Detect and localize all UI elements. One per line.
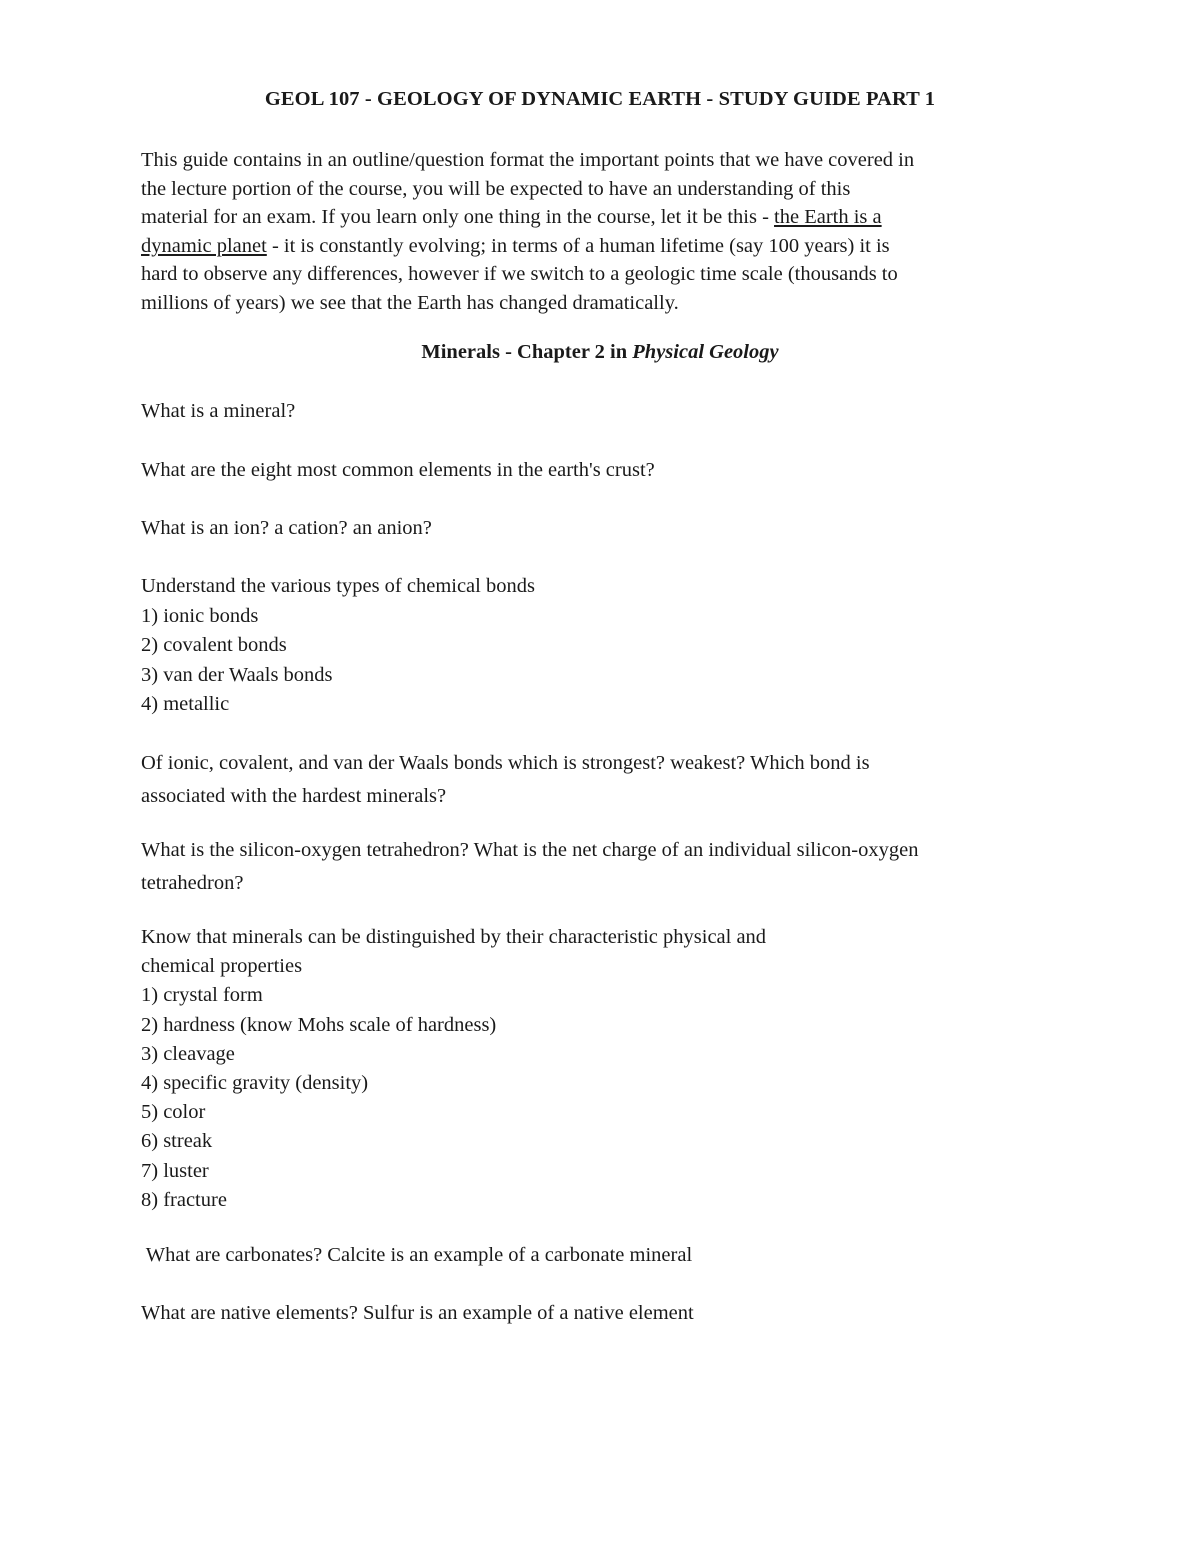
intro-text: - it is constantly evolving; in terms of a human lifetime (say 100 years) it is: [266, 234, 890, 257]
question-tetrahedron: [141, 834, 1061, 900]
bonds-list: [141, 572, 1061, 720]
properties-intro: chemical properties: [141, 955, 303, 978]
list-item: 1) ionic bonds: [141, 604, 259, 627]
question-mineral: What is a mineral?: [141, 400, 296, 422]
list-item: 3) van der Waals bonds: [141, 663, 333, 686]
question-line: associated with the hardest minerals?: [141, 785, 447, 807]
underlined-phrase: dynamic planet: [141, 234, 267, 257]
list-item: 4) specific gravity (density): [141, 1072, 369, 1095]
question-line: Of ionic, covalent, and van der Waals bonds which is strongest? weakest? Which bond is: [141, 752, 870, 774]
intro-line: hard to observe any differences, however if we switch to a geologic time scale (thousands to: [141, 263, 898, 285]
question-line: tetrahedron?: [141, 872, 244, 894]
list-item: 6) streak: [141, 1130, 213, 1153]
list-item: 5) color: [141, 1101, 206, 1124]
question-carbonates: What are carbonates? Calcite is an example of a carbonate mineral: [141, 1244, 693, 1266]
question-elements: What are the eight most common elements in the earth's crust?: [141, 459, 655, 481]
question-line: What is the silicon-oxygen tetrahedron? What is the net charge of an individual silicon-oxygen: [141, 839, 919, 861]
question-ion: What is an ion? a cation? an anion?: [141, 517, 432, 539]
list-item: 8) fracture: [141, 1188, 227, 1211]
question-bond-strength: [141, 747, 1061, 813]
intro-text: material for an exam. If you learn only one thing in the course, let it be this -: [141, 206, 775, 228]
list-item: 1) crystal form: [141, 984, 263, 1007]
list-item: 4) metallic: [141, 693, 230, 715]
list-item: 3) cleavage: [141, 1042, 235, 1065]
intro-line: millions of years) we see that the Earth has changed dramatically.: [141, 291, 679, 314]
document-title: GEOL 107 - GEOLOGY OF DYNAMIC EARTH - STUDY GUIDE PART 1: [264, 88, 936, 110]
intro-line: [141, 203, 1041, 232]
list-item: 2) covalent bonds: [141, 634, 287, 656]
section-heading-text: Minerals - Chapter 2 in: [421, 341, 633, 363]
intro-line: [141, 232, 1041, 261]
properties-intro: Know that minerals can be distinguished by their characteristic physical and: [141, 926, 767, 948]
properties-list: [141, 923, 1061, 1215]
underlined-phrase: the Earth is a: [774, 206, 882, 228]
intro-paragraph: [141, 146, 1041, 317]
intro-line: This guide contains in an outline/question format the important points that we have covered in: [141, 149, 915, 171]
section-heading: [0, 341, 1200, 364]
list-item: 7) luster: [141, 1159, 209, 1182]
book-title: Physical Geology: [632, 341, 779, 363]
list-item: 2) hardness (know Mohs scale of hardness): [141, 1013, 497, 1036]
question-native-elements: What are native elements? Sulfur is an example of a native element: [141, 1302, 694, 1324]
bonds-intro: Understand the various types of chemical bonds: [141, 575, 535, 597]
intro-line: the lecture portion of the course, you will be expected to have an understanding of this: [141, 177, 851, 200]
